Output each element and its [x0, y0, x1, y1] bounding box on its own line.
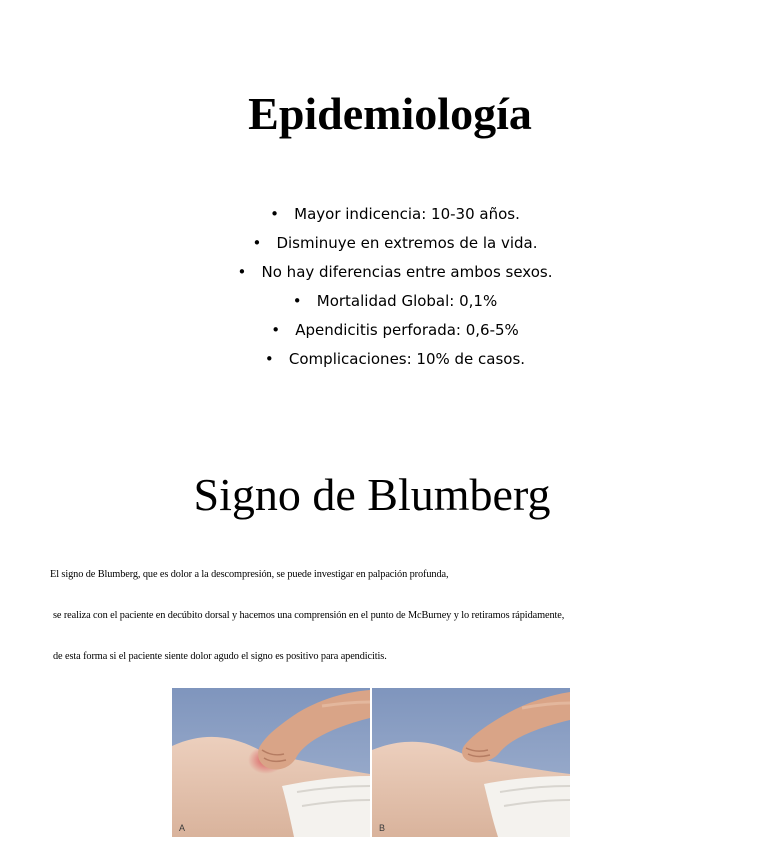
blumberg-paragraph-1: El signo de Blumberg, que es dolor a la descompresión, se puede investigar en palpación profunda, — [50, 569, 449, 580]
bullet-text: Apendicitis perforada: 0,6-5% — [295, 321, 519, 339]
epidemiology-bullet-list — [0, 200, 768, 374]
bullet-item — [0, 287, 768, 316]
bullet-item — [0, 316, 768, 345]
bullet-dot: • — [270, 205, 279, 223]
bullet-dot: • — [237, 263, 247, 281]
panel-a-label: A — [179, 823, 186, 833]
bullet-item — [0, 229, 768, 258]
blumberg-photo-figure — [172, 688, 571, 837]
bullet-text: Complicaciones: 10% de casos. — [288, 350, 526, 368]
bullet-text: No hay diferencias entre ambos sexos. — [261, 263, 553, 281]
blumberg-paragraph-3: de esta forma si el paciente siente dolor agudo el signo es positivo para apendicitis. — [53, 651, 387, 662]
bullet-text: Mayor indicencia: 10-30 años. — [294, 205, 520, 223]
photo-panel-b — [372, 688, 570, 837]
epidemiology-title: Epidemiología — [248, 88, 532, 139]
bullet-text: Disminuye en extremos de la vida. — [276, 234, 538, 252]
bullet-item — [0, 200, 768, 229]
abdomen-release-illustration — [372, 688, 570, 837]
panel-b-label: B — [379, 823, 386, 833]
bullet-dot: • — [264, 350, 274, 368]
blumberg-paragraph-2: se realiza con el paciente en decúbito dorsal y hacemos una comprensión en el punto de McBurney y lo retiramos rápidamente, — [53, 610, 565, 621]
bullet-item — [0, 345, 768, 374]
bullet-item — [0, 258, 768, 287]
bullet-dot: • — [252, 234, 262, 252]
blumberg-title: Signo de Blumberg — [193, 469, 551, 520]
bullet-dot: • — [271, 321, 281, 339]
bullet-text: Mortalidad Global: 0,1% — [316, 292, 498, 310]
bullet-dot: • — [292, 292, 302, 310]
abdomen-compression-illustration — [172, 688, 370, 837]
photo-panel-a — [172, 688, 370, 837]
